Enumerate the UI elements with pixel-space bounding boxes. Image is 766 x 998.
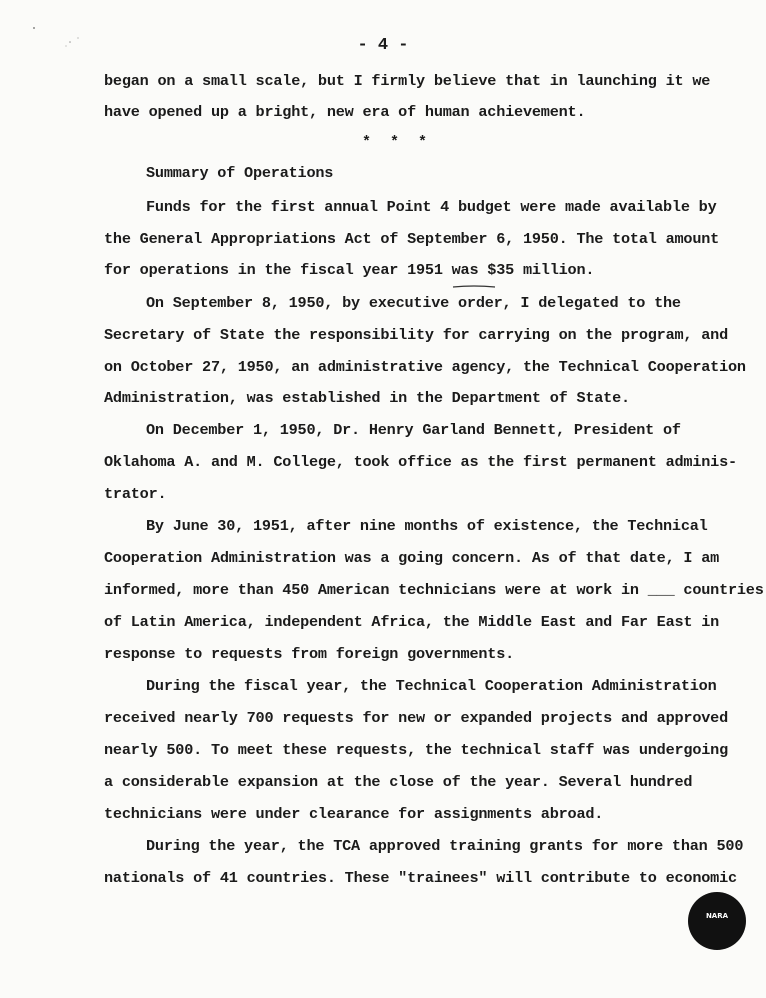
text-line: Oklahoma A. and M. College, took office as the first permanent adminis- <box>104 453 737 471</box>
seal-label: NARA <box>705 912 729 920</box>
page-number: - 4 - <box>357 36 409 55</box>
text-line: informed, more than 450 American technicians were at work in ___ countries <box>104 581 764 599</box>
text-line: Secretary of State the responsibility for carrying on the program, and <box>104 326 728 344</box>
text-line: technicians were under clearance for assignments abroad. <box>104 805 604 823</box>
section-heading: Summary of Operations <box>146 164 334 182</box>
text-line: During the year, the TCA approved training grants for more than 500 <box>146 837 744 855</box>
text-line: on October 27, 1950, an administrative agency, the Technical Cooperation <box>104 358 746 376</box>
text-line: nearly 500. To meet these requests, the technical staff was undergoing <box>104 741 728 759</box>
text-line: trator. <box>104 485 167 503</box>
text-line: of Latin America, independent Africa, the Middle East and Far East in <box>104 613 720 631</box>
text-line: By June 30, 1951, after nine months of existence, the Technical <box>146 517 708 535</box>
text-line: Administration, was established in the Department of State. <box>104 389 630 407</box>
text-line: response to requests from foreign governments. <box>104 645 515 663</box>
library-seal-stamp <box>688 892 746 950</box>
text-line: Funds for the first annual Point 4 budget were made available by <box>146 198 717 216</box>
section-separator: * * * <box>362 134 433 151</box>
text-line: began on a small scale, but I firmly believe that in launching it we <box>104 72 711 90</box>
text-line: for operations in the fiscal year 1951 was $35 million. <box>104 261 595 279</box>
text-line: Cooperation Administration was a going concern. As of that date, I am <box>104 549 720 567</box>
text-line: On September 8, 1950, by executive order, I delegated to the <box>146 294 681 312</box>
text-line: received nearly 700 requests for new or expanded projects and approved <box>104 709 728 727</box>
text-line: During the fiscal year, the Technical Cooperation Administration <box>146 677 717 695</box>
text-line: the General Appropriations Act of September 6, 1950. The total amount <box>104 230 720 248</box>
text-line: a considerable expansion at the close of the year. Several hundred <box>104 773 693 791</box>
pencil-underline <box>452 285 496 288</box>
text-line: nationals of 41 countries. These "trainees" will contribute to economic <box>104 869 737 887</box>
text-line: On December 1, 1950, Dr. Henry Garland Bennett, President of <box>146 421 681 439</box>
text-line: have opened up a bright, new era of human achievement. <box>104 103 586 121</box>
